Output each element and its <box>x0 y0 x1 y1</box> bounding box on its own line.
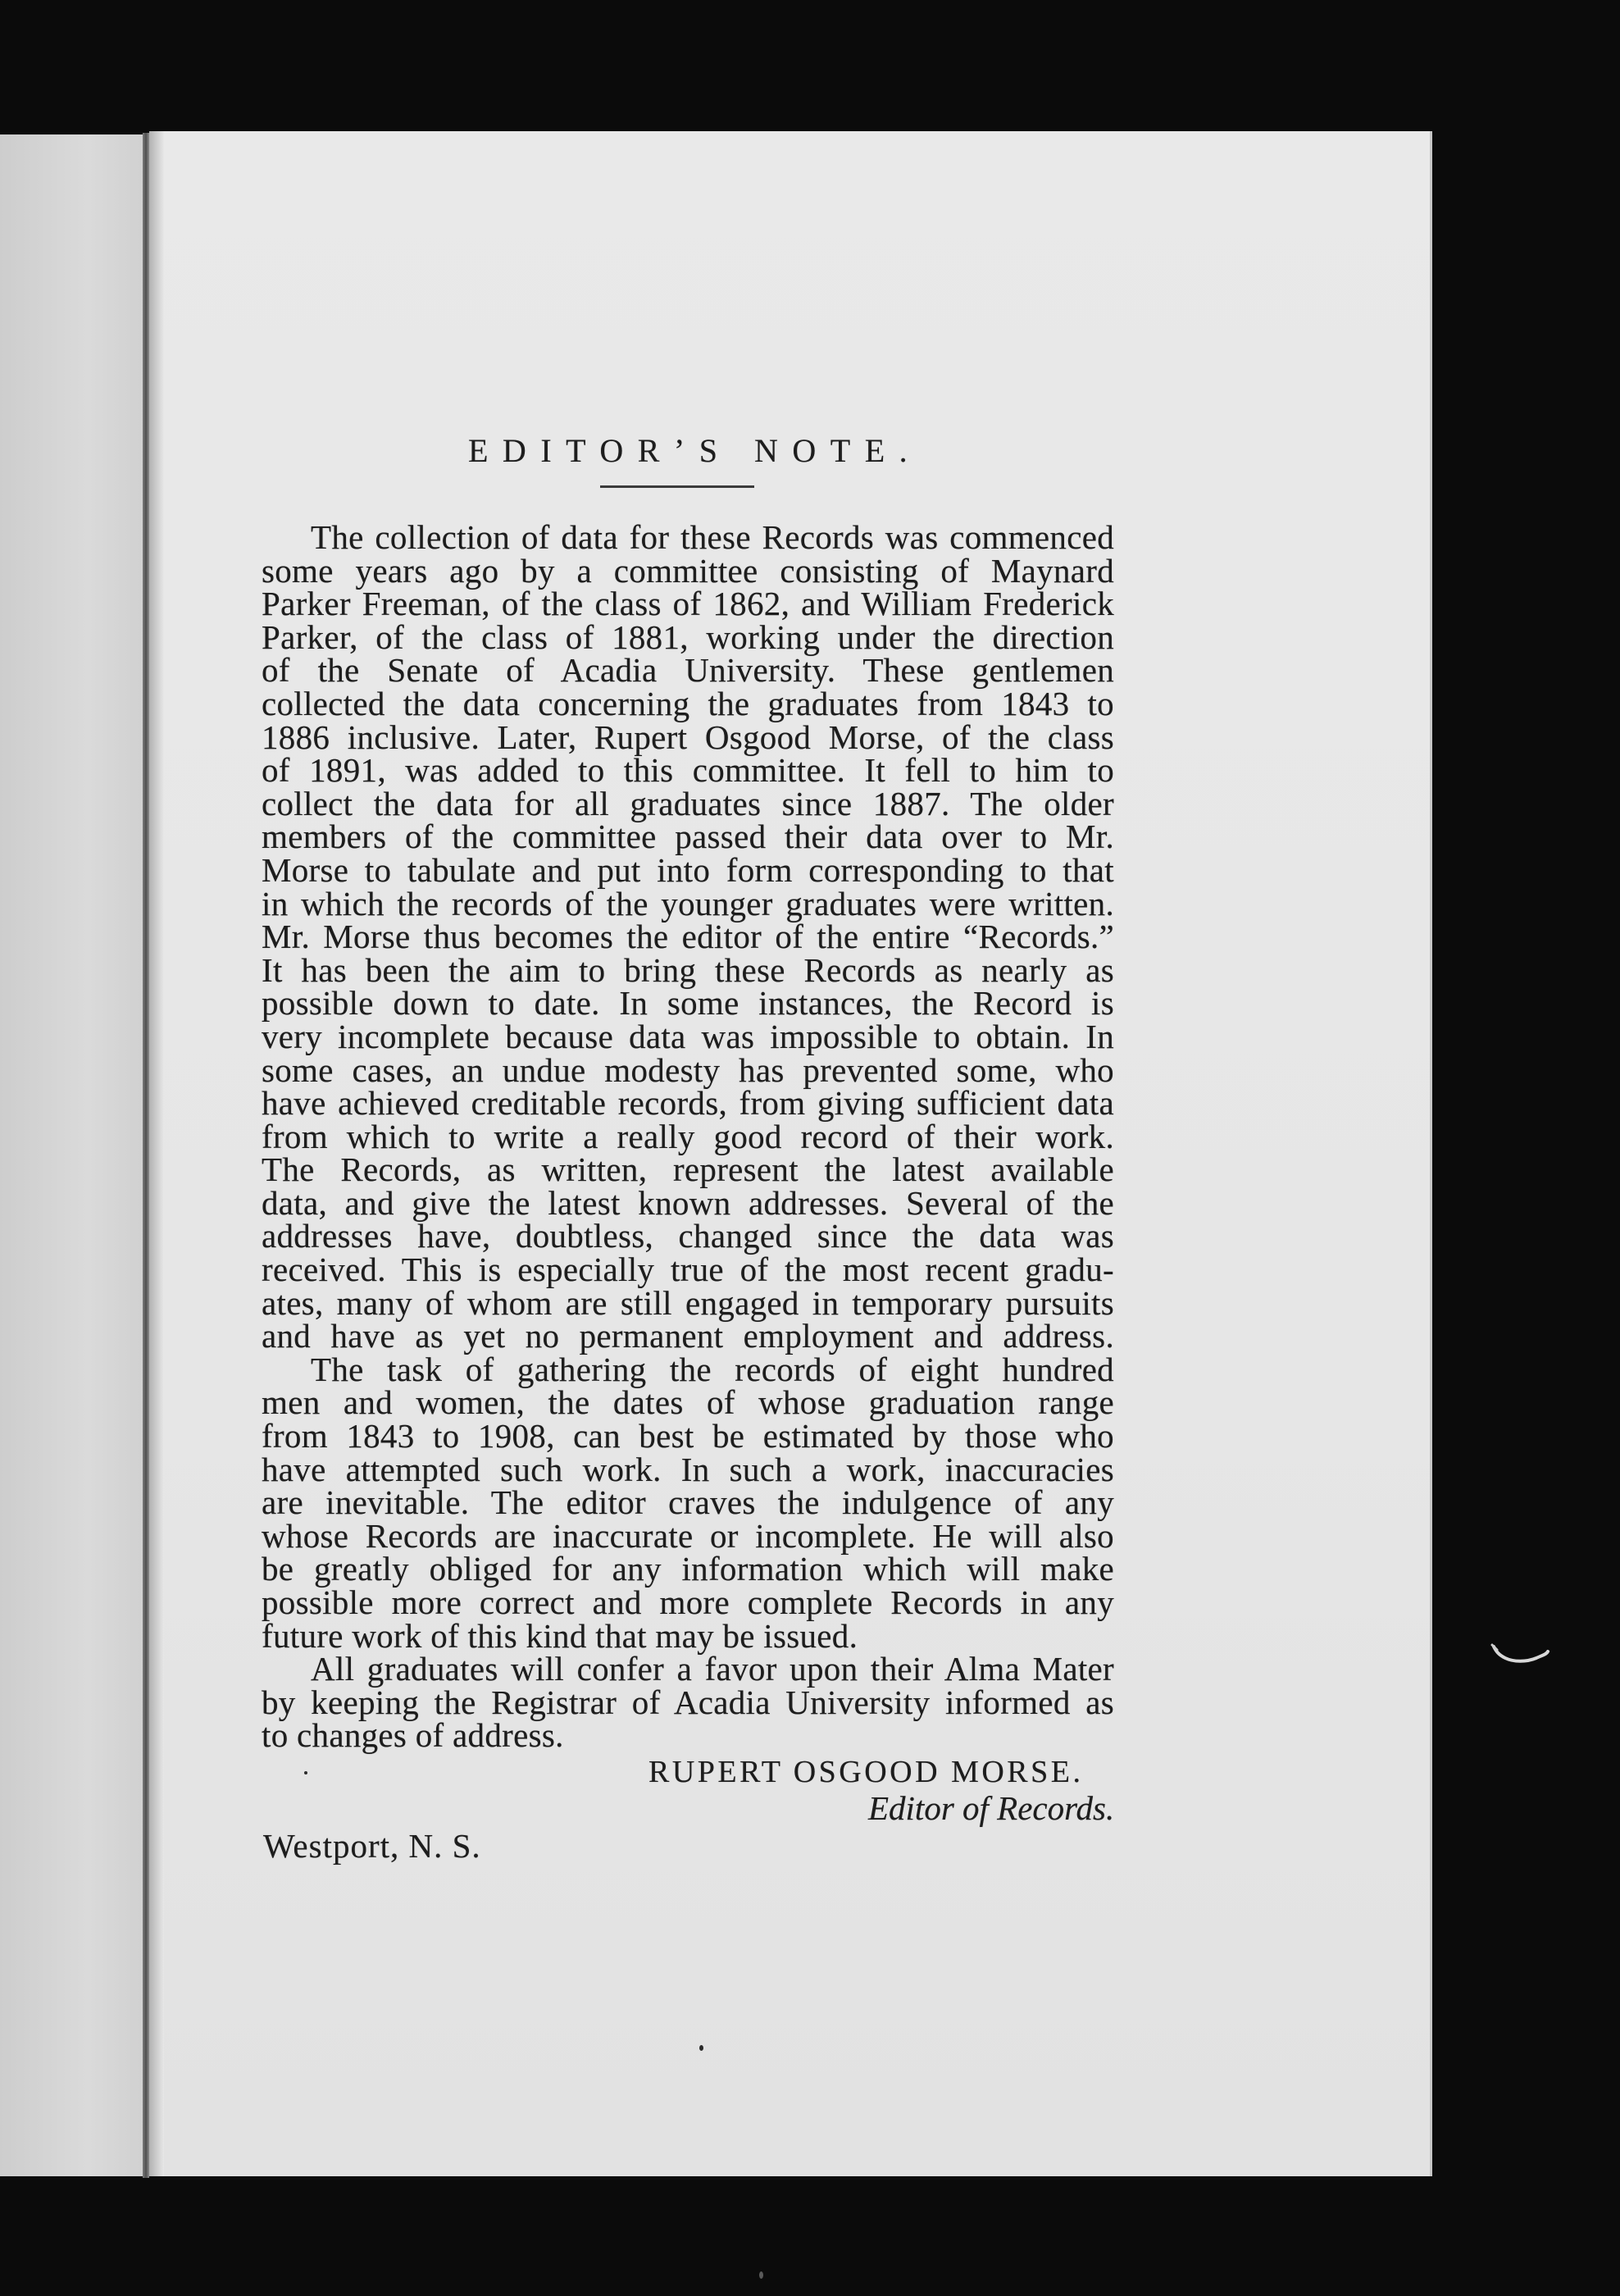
text-line: collected the data concerning the graduates from 1843 to <box>262 684 1114 722</box>
text-line: are inevitable. The editor craves the indulgence of any <box>262 1483 1114 1522</box>
scan-speck <box>699 2045 703 2051</box>
page-title: EDITOR’S NOTE. <box>468 432 922 469</box>
text-line: from which to write a really good record of their work. <box>262 1117 1114 1155</box>
paragraph <box>262 1350 1114 1655</box>
text-line: and have as yet no permanent employment and address. <box>262 1317 1114 1355</box>
text-line: some years ago by a committee consisting of Maynard <box>262 551 1114 590</box>
text-line: from 1843 to 1908, can best be estimated by those who <box>262 1417 1114 1456</box>
book-gutter <box>143 133 149 2178</box>
text-line: be greatly obliged for any information which will make <box>262 1550 1114 1588</box>
text-line: in which the records of the younger graduates were written. <box>262 884 1114 922</box>
signature-name: RUPERT OSGOOD MORSE. <box>648 1755 1084 1789</box>
text-line: ates, many of whom are still engaged in temporary pursuits <box>262 1283 1114 1322</box>
text-line: of the Senate of Acadia University. These gentlemen <box>262 651 1114 690</box>
text-line: of 1891, was added to this committee. It fell to him to <box>262 751 1114 790</box>
text-line: All graduates will confer a favor upon their Alma Mater <box>311 1650 1114 1688</box>
text-line: some cases, an undue modesty has prevented some, who <box>262 1050 1114 1089</box>
page <box>149 131 1432 2176</box>
gutter-shadow <box>149 131 164 2176</box>
text-line: possible down to date. In some instances, the Record is <box>262 984 1114 1023</box>
signature-role: Editor of Records. <box>868 1789 1115 1827</box>
text-line: 1886 inclusive. Later, Rupert Osgood Morse, of the class <box>262 718 1114 756</box>
text-line: It has been the aim to bring these Records as nearly as <box>262 950 1114 989</box>
text-line: to changes of address. <box>262 1716 564 1755</box>
text-line: The task of gathering the records of eight hundred <box>311 1350 1114 1388</box>
body-text <box>262 518 1114 1755</box>
text-line: The collection of data for these Records was commenced <box>311 518 1114 556</box>
paragraph <box>262 1650 1114 1755</box>
facing-page-edge <box>0 134 146 2176</box>
text-line: Parker, of the class of 1881, working under the direction <box>262 617 1114 656</box>
text-line: men and women, the dates of whose graduation range <box>262 1383 1114 1422</box>
title-rule <box>600 485 754 488</box>
text-line: Mr. Morse thus becomes the editor of the entire “Records.” <box>262 918 1114 956</box>
text-line: possible more correct and more complete Records in any <box>262 1583 1114 1621</box>
place-line: Westport, N. S. <box>263 1827 481 1865</box>
text-line: collect the data for all graduates since 1887. The older <box>262 784 1114 822</box>
text-line: Parker Freeman, of the class of 1862, and William Frederick <box>262 585 1114 623</box>
text-line: The Records, as written, represent the latest available <box>262 1150 1114 1189</box>
text-line: whose Records are inaccurate or incomplete. He will also <box>262 1516 1114 1555</box>
text-line: members of the committee passed their data over to Mr. <box>262 818 1114 856</box>
text-line: by keeping the Registrar of Acadia University informed as <box>262 1683 1114 1721</box>
paragraph <box>262 518 1114 1355</box>
scan-speck <box>759 2271 763 2279</box>
scan-artifact <box>1489 1638 1553 1671</box>
text-line: have attempted such work. In such a work, inaccuracies <box>262 1450 1114 1488</box>
text-line: data, and give the latest known addresses. Several of the <box>262 1183 1114 1222</box>
text-line: future work of this kind that may be issued. <box>262 1616 858 1655</box>
text-line: have achieved creditable records, from giving sufficient data <box>262 1084 1114 1123</box>
text-line: addresses have, doubtless, changed since the data was <box>262 1217 1114 1255</box>
text-line: received. This is especially true of the most recent gradu- <box>262 1250 1114 1289</box>
scan-speck <box>304 1771 307 1774</box>
text-line: very incomplete because data was impossible to obtain. In <box>262 1017 1114 1055</box>
text-line: Morse to tabulate and put into form corresponding to that <box>262 850 1114 889</box>
